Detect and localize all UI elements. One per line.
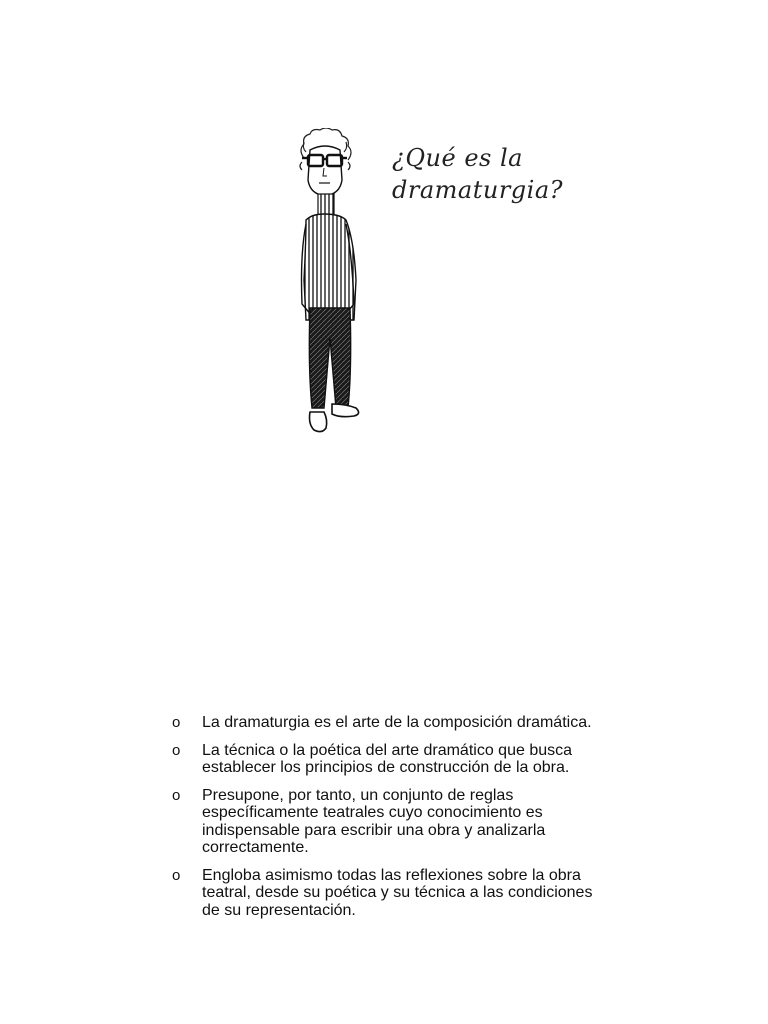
definition-list (172, 714, 612, 929)
list-item (172, 742, 612, 777)
list-item-text: La técnica o la poética del arte dramático que busca establecer los principios de construcción de la obra. (202, 741, 573, 776)
bullet-marker: o (172, 866, 181, 884)
list-item-text: Presupone, por tanto, un conjunto de reglas específicamente teatrales cuyo conocimiento es indispensable para escribir una obra y analizarla correctamente. (202, 786, 546, 856)
title-line-2: dramaturgia? (392, 176, 563, 204)
standing-man-illustration (292, 128, 372, 440)
list-item (172, 787, 612, 857)
list-item-text: Engloba asimismo todas las reflexiones sobre la obra teatral, desde su poética y su técnica a las condiciones de su representación. (202, 866, 593, 919)
list-item-text: La dramaturgia es el arte de la composición dramática. (202, 714, 592, 731)
bullet-marker: o (172, 741, 181, 759)
list-item (172, 867, 612, 920)
page-title (392, 142, 632, 206)
bullet-marker: o (172, 714, 181, 731)
title-line-1: ¿Qué es la (392, 144, 523, 172)
bullet-marker: o (172, 786, 181, 804)
list-item (172, 714, 612, 732)
